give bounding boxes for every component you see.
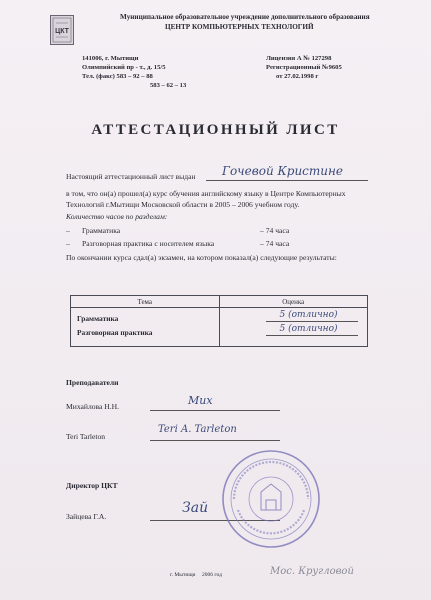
grade-cell bbox=[219, 308, 368, 347]
teacher-signature-1: Мих bbox=[188, 394, 213, 407]
org-line-2: ЦЕНТР КОМПЬЮТЕРНЫХ ТЕХНОЛОГИЙ bbox=[165, 23, 314, 31]
teachers-heading: Преподаватели bbox=[66, 378, 119, 387]
address-line-2: Олимпийский пр - т., д. 15/5 bbox=[82, 64, 166, 71]
teacher-name-2: Teri Tarleton bbox=[66, 432, 106, 441]
issued-prefix: Настоящий аттестационный лист выдан bbox=[66, 172, 196, 181]
grades-table bbox=[70, 295, 368, 347]
footer-place: г. Мытищи bbox=[170, 572, 196, 578]
hours-heading: Количество часов по разделам: bbox=[66, 212, 168, 221]
hours-name-2: Разговорная практика с носителем языка bbox=[82, 239, 215, 248]
license-line-1: Лицензия А № 127298 bbox=[266, 55, 332, 62]
org-line-1: Муниципальное образовательное учреждение дополнительного образования bbox=[120, 13, 370, 21]
address-line-1: 141006, г. Мытищи bbox=[82, 55, 139, 62]
hours-value-1: – 74 часа bbox=[260, 226, 290, 235]
col-subject-header: Тема bbox=[71, 296, 220, 308]
footer-note: Мос. Кругловой bbox=[270, 566, 354, 577]
hours-value-2: – 74 часа bbox=[260, 239, 290, 248]
subject-cell bbox=[71, 308, 220, 347]
grade-underline-2 bbox=[266, 335, 358, 336]
document-title: АТТЕСТАЦИОННЫЙ ЛИСТ bbox=[91, 122, 340, 138]
results-line: По окончании курса сдал(а) экзамен, на котором показал(а) следующие результаты: bbox=[66, 253, 337, 262]
table-row bbox=[71, 308, 368, 347]
signature-line-1 bbox=[150, 410, 280, 411]
name-underline bbox=[206, 180, 368, 181]
body-line-2: в том, что он(а) прошел(а) курс обучения английскому языку в Центре Компьютерных bbox=[66, 189, 346, 198]
footer-year: 2006 год bbox=[202, 572, 222, 578]
signature-line-2 bbox=[150, 440, 280, 441]
teacher-signature-2: Teri A. Tarleton bbox=[158, 424, 237, 435]
license-line-3: от 27.02.1998 г bbox=[276, 73, 319, 80]
official-stamp-icon bbox=[220, 448, 322, 550]
subject-2: Разговорная практика bbox=[77, 328, 153, 337]
director-name: Зайцева Г.А. bbox=[66, 512, 107, 521]
hours-dash-2: – bbox=[66, 239, 70, 248]
teacher-name-1: Михайлова Н.Н. bbox=[66, 402, 120, 411]
body-line-3: Технологий г.Мытищи Московской области в 2005 – 2006 учебном году. bbox=[66, 200, 300, 209]
license-line-2: Регистрационный №9605 bbox=[266, 64, 342, 71]
address-line-4: 583 – 62 – 13 bbox=[150, 82, 187, 89]
logo-text: ЦКТ bbox=[55, 28, 69, 35]
director-heading: Директор ЦКТ bbox=[66, 481, 118, 490]
director-signature: Зай bbox=[182, 500, 209, 516]
ckt-logo-icon bbox=[50, 15, 74, 45]
grade-1: 5 (отлично) bbox=[279, 310, 338, 320]
grade-underline-1 bbox=[266, 321, 358, 322]
hours-name-1: Грамматика bbox=[82, 226, 121, 235]
issued-name: Гочевой Кристине bbox=[222, 164, 344, 178]
grade-2: 5 (отлично) bbox=[279, 324, 338, 334]
col-grade-header: Оценка bbox=[219, 296, 368, 308]
table-header-row bbox=[71, 296, 368, 308]
address-line-3: Тел. (факс) 583 – 92 – 88 bbox=[82, 73, 153, 80]
hours-dash-1: – bbox=[66, 226, 70, 235]
subject-1: Грамматика bbox=[77, 314, 119, 323]
